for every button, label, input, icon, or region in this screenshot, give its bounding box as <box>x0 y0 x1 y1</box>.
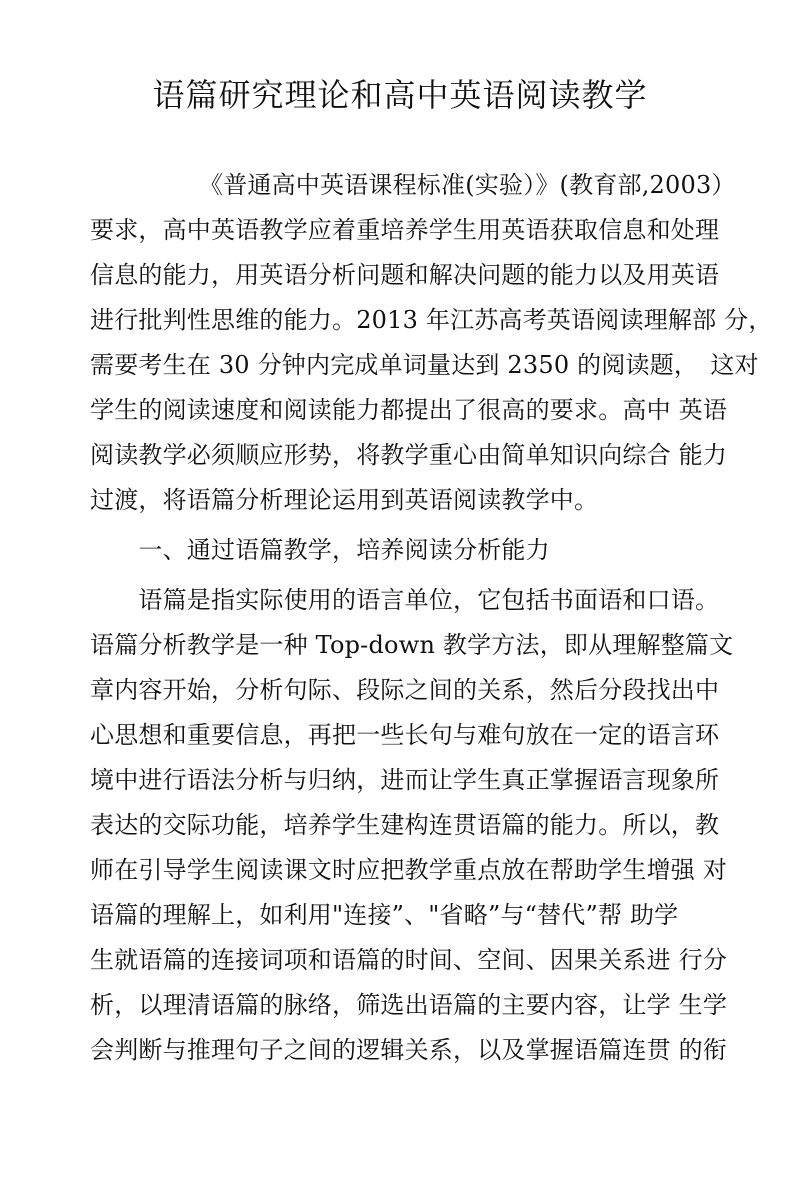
text-line-16: 师在引导学生阅读课文时应把教学重点放在帮助学生增强 对 <box>90 856 728 884</box>
text-line-11: 语篇分析教学是一种 Top-down 教学方法，即从理解整篇文 <box>90 631 734 659</box>
text-line-8: 过渡，将语篇分析理论运用到英语阅读教学中。 <box>90 486 599 514</box>
section-heading: 一、通过语篇教学，培养阅读分析能力 <box>90 536 550 564</box>
document-title: 语篇研究理论和高中英语阅读教学 <box>152 76 648 114</box>
text-line-3: 信息的能力，用英语分析问题和解决问题的能力以及用英语 <box>90 261 720 289</box>
text-line-10: 语篇是指实际使用的语言单位，它包括书面语和口语。 <box>90 586 720 614</box>
text-line-12: 章内容开始，分析句际、段际之间的关系，然后分段找出中 <box>90 676 720 704</box>
text-line-15: 表达的交际功能，培养学生建构连贯语篇的能力。所以，教 <box>90 811 720 839</box>
text-line-4: 进行批判性思维的能力。2013 年江苏高考英语阅读理解部 分， <box>90 306 773 334</box>
text-line-20: 会判断与推理句子之间的逻辑关系，以及掌握语篇连贯 的衔 <box>90 1036 728 1064</box>
text-line-5: 需要考生在 30 分钟内完成单词量达到 2350 的阅读题， 这对 <box>90 351 759 379</box>
text-line-14: 境中进行语法分析与归纳，进而让学生真正掌握语言现象所 <box>90 766 720 794</box>
text-line-17: 语篇的理解上，如利用"连接”、"省略”与“替代”帮 助学 <box>90 901 679 929</box>
text-line-18: 生就语篇的连接词项和语篇的时间、空间、因果关系进 行分 <box>90 946 728 974</box>
text-line-2: 要求，高中英语教学应着重培养学生用英语获取信息和处理 <box>90 216 720 244</box>
text-line-1: 《普通高中英语课程标准(实验）》(教育部,2003） <box>90 171 736 199</box>
text-line-7: 阅读教学必须顺应形势，将教学重心由简单知识向综合 能力 <box>90 441 728 469</box>
text-line-19: 析，以理清语篇的脉络，筛选出语篇的主要内容，让学 生学 <box>90 991 728 1019</box>
text-line-13: 心思想和重要信息，再把一些长句与难句放在一定的语言环 <box>90 721 720 749</box>
text-line-6: 学生的阅读速度和阅读能力都提出了很高的要求。高中 英语 <box>90 396 728 424</box>
